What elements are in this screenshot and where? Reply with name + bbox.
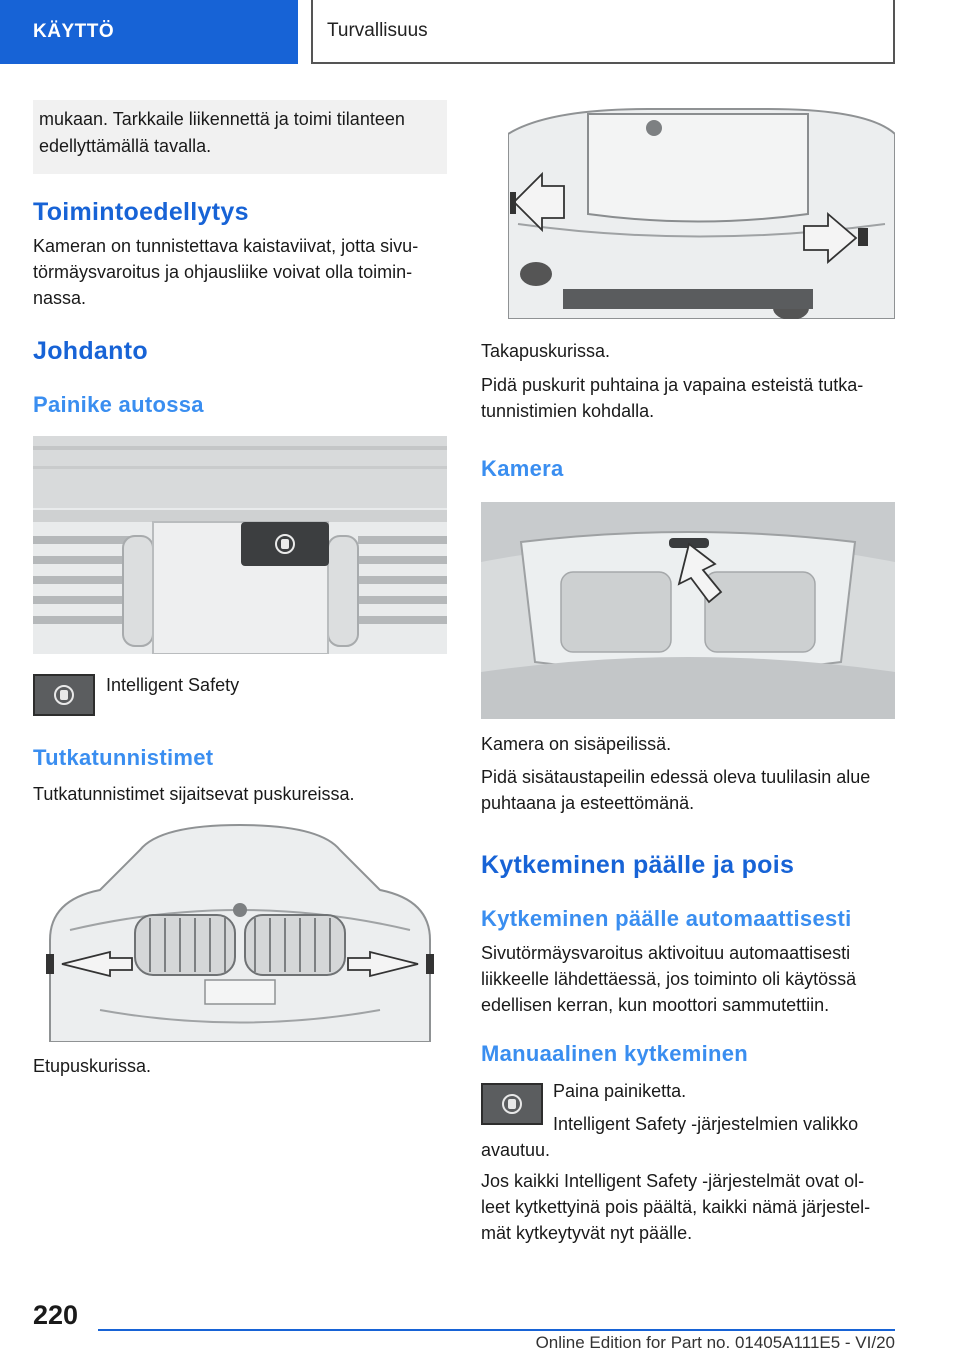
heading-kytkeminen: Kytkeminen päälle ja pois [481,851,795,879]
paragraph-line: Pidä sisätaustapeilin edessä oleva tuulilasin alue [481,767,871,787]
edition-footer: Online Edition for Part no. 01405A111E5 - VI/20 [535,1333,895,1352]
paragraph-line: liikkeelle lähdettäessä, jos toiminto oli käytössä [481,969,857,989]
heading-tutkatunnistimet: Tutkatunnistimet [33,745,214,770]
caption-rear: Takapuskurissa. [481,341,611,361]
section-title: KÄYTTÖ [33,21,115,42]
chapter-title: Turvallisuus [327,20,428,41]
intelligent-safety-button-icon [481,1083,543,1125]
heading-manuaalinen: Manuaalinen kytkeminen [481,1041,749,1066]
heading-toimintoedellytys: Toimintoedellytys [33,198,249,226]
camera-interior-image [481,502,895,719]
paragraph-line: nassa. [33,288,87,308]
continued-note: mukaan. Tarkkaile liikennettä ja toimi tilanteen edellyttämällä tavalla. [33,100,447,174]
heading-painike-autossa: Painike autossa [33,392,204,417]
paragraph-line: Kameran on tunnistettava kaistaviivat, jotta sivu- [33,236,419,256]
front-bumper-image [40,820,440,1042]
paragraph-line: Pidä puskurit puhtaina ja vapaina esteistä tutka- [481,375,864,395]
section-tab [0,0,298,64]
caption-camera: Kamera on sisäpeilissä. [481,734,672,754]
caption-front: Etupuskurissa. [33,1056,152,1076]
paragraph-line: puhtaana ja esteettömänä. [481,793,695,813]
footer-divider [98,1329,895,1331]
paragraph-line: tunnistimien kohdalla. [481,401,655,421]
paragraph-line: edellisen kerran, kun moottori sammutettiin. [481,995,830,1015]
paragraph-line: Sivutörmäysvaroitus aktivoituu automaattisesti [481,943,851,963]
paragraph-line: mät kytkeytyvät nyt päälle. [481,1223,693,1243]
paragraph-line: Tutkatunnistimet sijaitsevat puskureissa. [33,784,355,804]
page-number: 220 [33,1300,79,1330]
dashboard-button-image [33,436,447,654]
heading-kamera: Kamera [481,456,564,481]
button-label: Intelligent Safety [106,675,240,695]
heading-automaattisesti: Kytkeminen päälle automaattisesti [481,906,852,931]
chapter-tab [311,0,895,64]
paragraph-line: avautuu. [481,1140,551,1160]
paragraph-line: Paina painiketta. [553,1081,687,1101]
paragraph-line: Jos kaikki Intelligent Safety -järjestelmät ovat ol- [481,1171,865,1191]
intelligent-safety-button-icon [33,674,95,716]
rear-bumper-image [508,104,895,319]
paragraph-line: leet kytkettyinä pois päältä, kaikki nämä järjestel- [481,1197,871,1217]
heading-johdanto: Johdanto [33,337,148,365]
paragraph-line: törmäysvaroitus ja ohjausliike voivat olla toimin- [33,262,413,282]
paragraph-line: Intelligent Safety -järjestelmien valikko [553,1114,859,1134]
